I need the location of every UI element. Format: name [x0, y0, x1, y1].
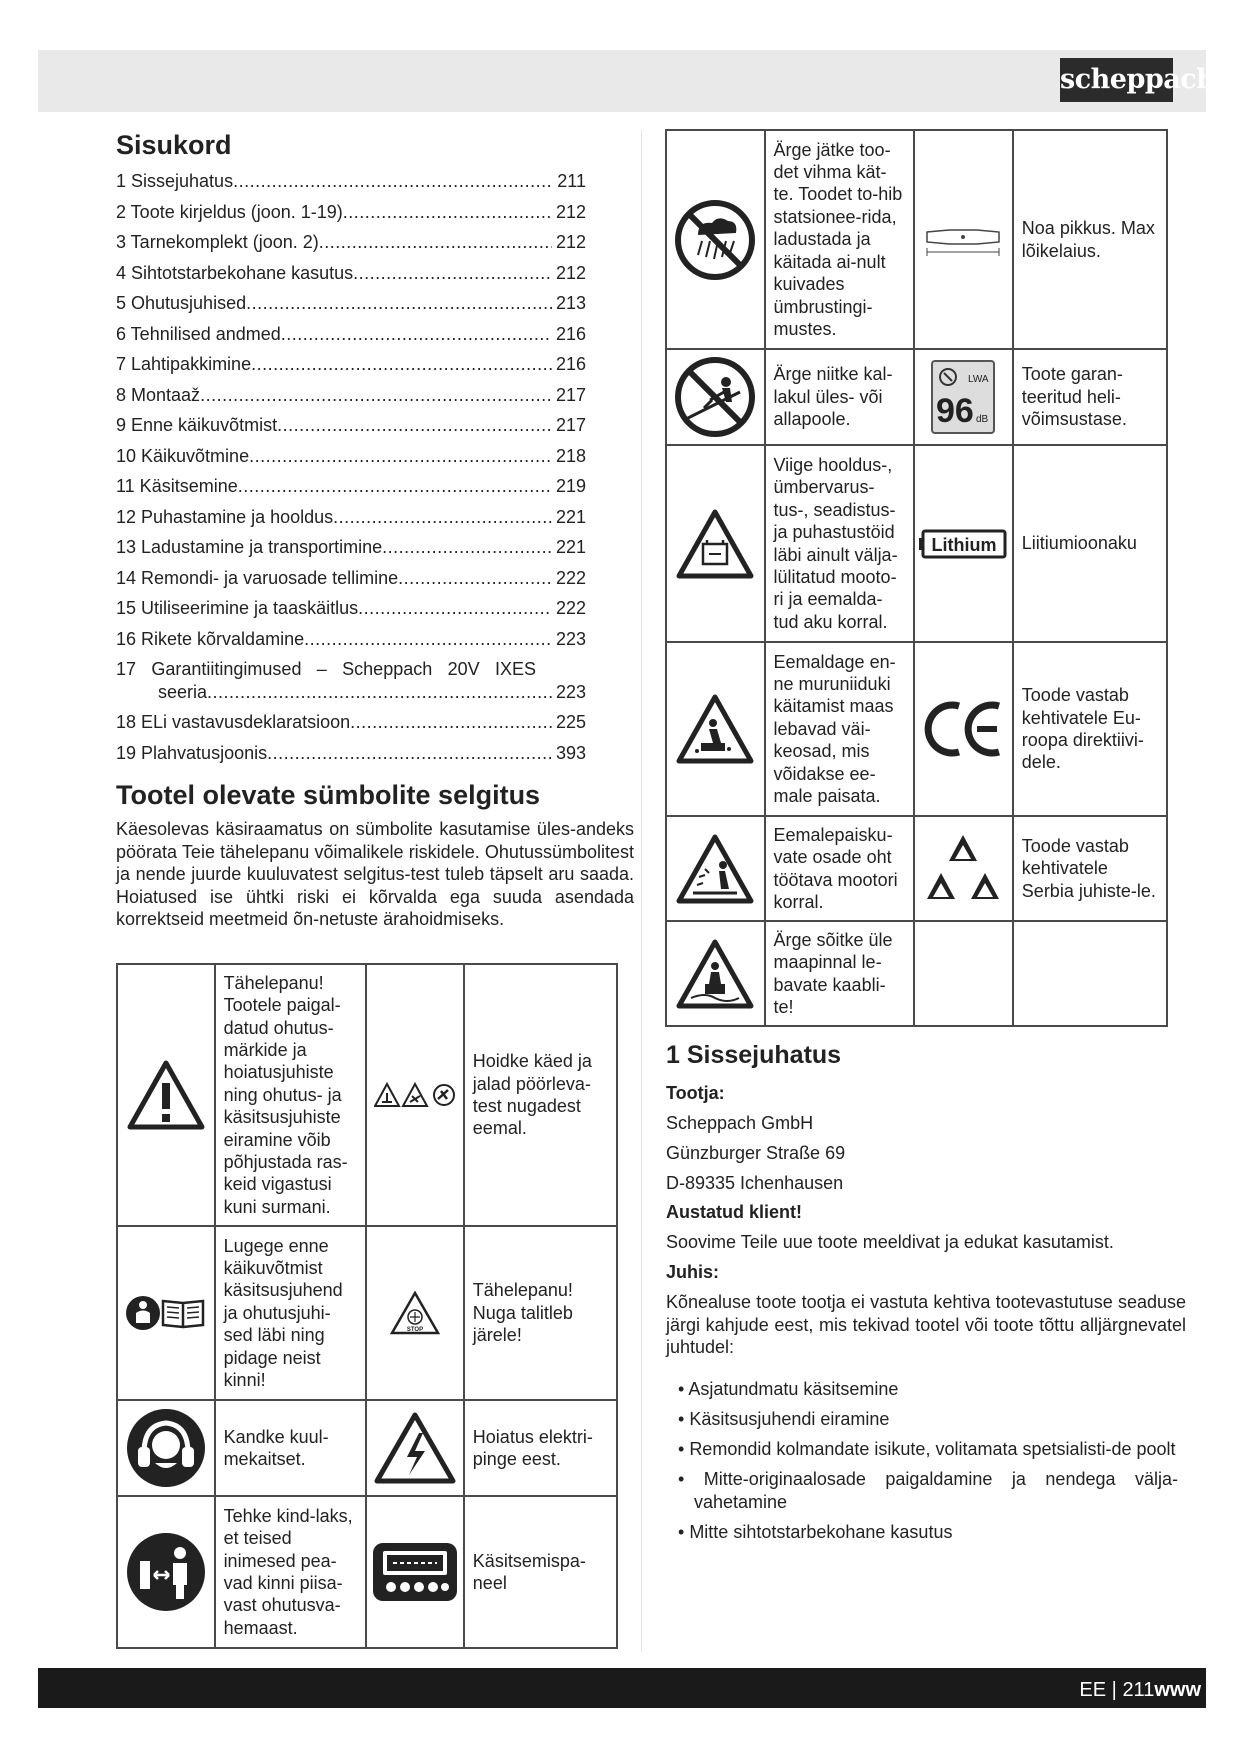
table-of-contents [116, 166, 586, 768]
toc-item[interactable]: 11 Käsitsemine ..... 219 [116, 471, 586, 502]
control-panel-icon [366, 1496, 464, 1648]
symbol-description: Liitiumioonaku [1013, 445, 1167, 642]
symbol-description: Ärge niitke kal-lakul üles- või allapoole. [765, 349, 915, 445]
list-item: • Mitte sihtotstarbekohane kasutus [678, 1521, 1178, 1544]
symbol-description: Käsitsemispa-neel [464, 1496, 617, 1648]
table-row [117, 1496, 617, 1648]
lithium-label: Lithium [931, 534, 997, 555]
list-item: • Asjatundmatu käsitsemine [678, 1378, 1178, 1401]
symbols-table-left [116, 963, 618, 1649]
page-header-bar [38, 50, 1206, 112]
symbol-description: Toode vastab kehtivatele Eu-roopa direktiivi-dele. [1013, 642, 1167, 816]
note-text: Kõnealuse toote tootja ei vastuta kehtiva tootevastutuse seaduse järgi kahjude eest, mis tekivad tootel või toote tõttu alljärgnevatel juhtudel: [666, 1292, 1186, 1358]
list-item: • Käsitsusjuhendi eiramine [678, 1408, 1178, 1431]
serbia-conformity-icon [914, 816, 1013, 921]
symbol-description: Tehke kind-laks, et teised inimesed pea-vad kinni piisa-vast ohutusva-hemaast. [215, 1496, 366, 1648]
no-driving-over-cables-icon [666, 921, 765, 1026]
toc-item[interactable]: 5 Ohutusjuhised ..... 213 [116, 288, 586, 319]
company-city: D-89335 Ichenhausen [666, 1173, 844, 1193]
empty-cell [914, 921, 1013, 1026]
company-name: Scheppach GmbH [666, 1113, 814, 1133]
lwa-label: LWA [968, 374, 989, 385]
toc-item[interactable]: 1 Sissejuhatus ..... 211 [116, 166, 586, 197]
empty-cell [1013, 921, 1167, 1026]
no-slope-mowing-icon [666, 349, 765, 445]
ce-label: CE [963, 758, 965, 759]
toc-item[interactable]: 9 Enne käikuvõtmist ..... 217 [116, 410, 586, 441]
toc-item[interactable]: 3 Tarnekomplekt (joon. 2) ..... 212 [116, 227, 586, 258]
table-row [117, 1400, 617, 1496]
list-item: • Mitte-originaalosade paigaldamine ja nendega välja-vahetamine [678, 1468, 1178, 1513]
company-street: Günzburger Straße 69 [666, 1143, 846, 1163]
symbol-description: Toode vastab kehtivatele Serbia juhiste-le. [1013, 816, 1167, 921]
toc-item[interactable]: 12 Puhastamine ja hooldus ..... 221 [116, 502, 586, 533]
symbol-description: Noa pikkus. Max lõikelaius. [1013, 130, 1167, 349]
greeting: Austatud klient! [666, 1202, 803, 1222]
list-item: • Remondid kolmandate isikute, volitamata spetsialisti-de poolt [678, 1438, 1178, 1461]
table-row [666, 130, 1167, 349]
flying-parts-warning-icon [666, 816, 765, 921]
toc-item[interactable]: 18 ELi vastavusdeklaratsioon ..... 225 [116, 707, 586, 738]
manufacturer-label: Tootja: [666, 1083, 725, 1103]
hearing-protection-icon [117, 1400, 215, 1496]
symbol-description: Hoiatus elektri-pinge eest. [464, 1400, 617, 1496]
table-row [666, 445, 1167, 642]
toc-item[interactable]: 13 Ladustamine ja transportimine ..... 221 [116, 532, 586, 563]
note-label: Juhis: [666, 1262, 720, 1282]
toc-item[interactable]: 4 Sihtotstarbekohane kasutus ..... 212 [116, 258, 586, 289]
read-manual-icon [117, 1226, 215, 1400]
table-row [666, 642, 1167, 816]
symbol-description: Viige hooldus-, ümbervarus-tus-, seadistus-ja puhastustöid läbi ainult välja-lülitatud mooto-ri ja eemalda-tud aku korral. [765, 445, 915, 642]
toc-item[interactable]: 2 Toote kirjeldus (joon. 1-19) ..... 212 [116, 197, 586, 228]
stop-label: STOP [406, 1327, 424, 1333]
liability-list [678, 1378, 1178, 1551]
symbols-intro: Käesolevas käsiraamatus on sümbolite kasutamise üles-andeks pöörata Teie tähelepanu võimalikele riskidele. Ohutussümbolitest ja nende juurde kuuluvatest selgitus-test tuleb täpselt aru saada. Hoiatused ise ühtki riski ei kõrvalda ega suuda asendada korrektseid meetmeid õn-netuste ärahoidmiseks. [116, 819, 634, 930]
blade-length-icon [914, 130, 1013, 349]
electric-voltage-warning-icon [366, 1400, 464, 1496]
remove-debris-warning-icon [666, 642, 765, 816]
table-row [117, 964, 617, 1226]
toc-item[interactable]: 6 Tehnilised andmed ..... 216 [116, 319, 586, 350]
symbol-description: Ärge sõitke üle maapinnal le-bavate kaabli-te! [765, 921, 915, 1026]
toc-item[interactable]: 7 Lahtipakkimine ..... 216 [116, 349, 586, 380]
column-divider [641, 130, 642, 1652]
rotating-blades-warning-icon [366, 964, 464, 1226]
scheppach-logo: scheppach [1060, 58, 1173, 102]
toc-item[interactable]: 15 Utiliseerimine ja taaskäitlus ..... 222 [116, 593, 586, 624]
symbol-description: Tähelepanu! Tootele paigal-datud ohutus-märkide ja hoiatusjuhiste ning ohutus- ja käsitsusjuhiste eiramine võib põhjustada ras-keid vigastusi kuni surmani. [215, 964, 366, 1226]
symbols-table-right [665, 129, 1168, 1027]
symbol-description: Kandke kuul-mekaitset. [215, 1400, 366, 1496]
symbol-description: Ärge jätke too-det vihma kät-te. Toodet to-hib statsionee-rida, ladustada ja käitada ai-nult kuivades ümbrustingi-mustes. [765, 130, 915, 349]
symbol-description: Tähelepanu! Nuga talitleb järele! [464, 1226, 617, 1400]
toc-item[interactable]: 10 Käikuvõtmine ..... 218 [116, 441, 586, 472]
symbol-description: Eemaldage en-ne muruniiduki käitamist maas lebavad väi-keosad, mis võidakse ee-male paisata. [765, 642, 915, 816]
symbol-description: Lugege enne käikuvõtmist käsitsusjuhend ja ohutusjuhi-sed läbi ning pidage neist kinni! [215, 1226, 366, 1400]
table-row [666, 349, 1167, 445]
toc-item[interactable]: 17 Garantiitingimused – Scheppach 20V IXES seeria ..... 223 [116, 654, 586, 707]
toc-item[interactable]: 19 Plahvatusjoonis ..... 393 [116, 738, 586, 769]
wish-text: Soovime Teile uue toote meeldivat ja edukat kasutamist. [666, 1232, 1114, 1252]
warning-triangle-icon [117, 964, 215, 1226]
ce-mark-icon [914, 642, 1013, 816]
no-rain-icon [666, 130, 765, 349]
blade-runs-on-icon [366, 1226, 464, 1400]
intro-title: 1 Sissejuhatus [666, 1041, 842, 1069]
lithium-battery-icon [914, 445, 1013, 642]
symbols-title: Tootel olevate sümbolite selgitus [116, 780, 541, 810]
toc-item[interactable]: 14 Remondi- ja varuosade tellimine ..... 222 [116, 563, 586, 594]
sound-power-level-icon [914, 349, 1013, 445]
table-row [117, 1226, 617, 1400]
symbol-description: Hoidke käed ja jalad pöörleva-test nugadest eemal. [464, 964, 617, 1226]
lwa-unit: dB [976, 414, 989, 425]
safety-distance-icon [117, 1496, 215, 1648]
toc-item[interactable]: 16 Rikete kõrvaldamine ..... 223 [116, 624, 586, 655]
symbol-description: Eemalepaisku-vate osade oht töötava mootori korral. [765, 816, 915, 921]
page-number: EE | 211www [1079, 1679, 1201, 1701]
lwa-value: 96 [936, 392, 975, 430]
page-footer-bar [38, 1668, 1206, 1708]
toc-title: Sisukord [116, 130, 232, 160]
table-row [666, 816, 1167, 921]
maintenance-warning-icon [666, 445, 765, 642]
toc-item[interactable]: 8 Montaaž ..... 217 [116, 380, 586, 411]
table-row [666, 921, 1167, 1026]
symbol-description: Toote garan-teeritud heli-võimsustase. [1013, 349, 1167, 445]
